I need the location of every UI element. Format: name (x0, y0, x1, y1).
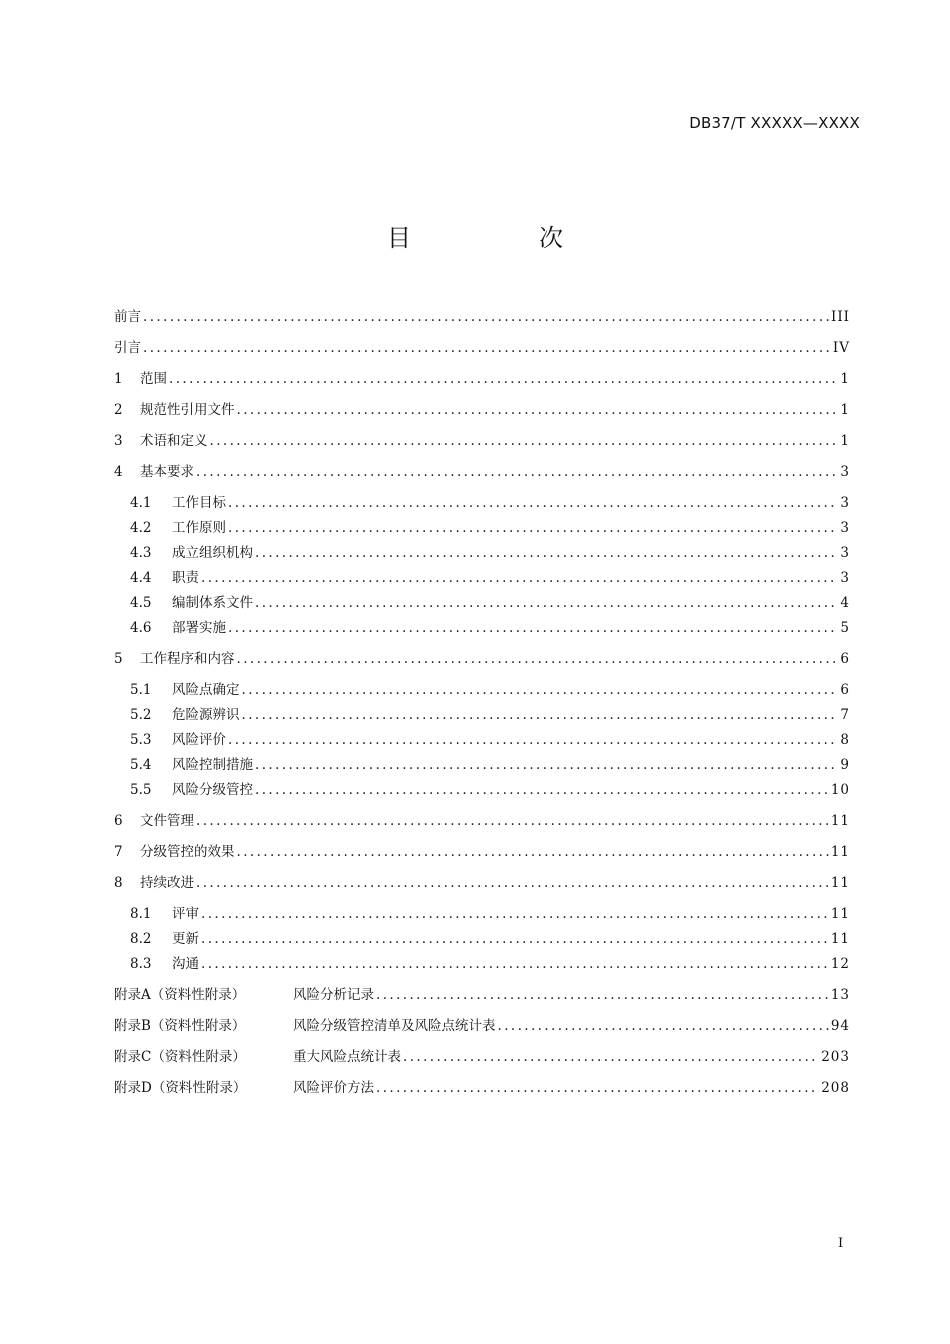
toc-dot-leader (376, 1077, 819, 1099)
toc-entry[interactable] (114, 461, 850, 483)
toc-entry-page: 10 (830, 782, 850, 798)
toc-entry-page: 6 (840, 651, 850, 667)
toc-entry-page: 13 (830, 987, 850, 1003)
toc-entry[interactable] (130, 953, 850, 975)
toc-entry-page: 208 (821, 1080, 850, 1096)
toc-entry-label: 范围 (140, 371, 167, 387)
toc-entry-page: 7 (840, 707, 850, 723)
toc-dot-leader (403, 1046, 819, 1068)
toc-dot-leader (242, 679, 839, 701)
toc-entry-label: 职责 (172, 570, 199, 586)
toc-entry-page: 4 (840, 595, 850, 611)
toc-entry-page: 3 (840, 520, 850, 536)
toc-dot-leader (143, 337, 831, 359)
toc-dot-leader (237, 648, 839, 670)
toc-entry-page: 3 (840, 495, 850, 511)
toc-dot-leader (237, 399, 839, 421)
toc-entry[interactable] (114, 872, 850, 894)
toc-dot-leader (228, 517, 838, 539)
toc-dot-leader (196, 810, 829, 832)
toc-entry-number: 8.3 (130, 956, 152, 972)
toc-dot-leader (169, 368, 838, 390)
toc-entry-label: 重大风险点统计表 (293, 1049, 401, 1065)
toc-entry-label: 风险控制措施 (172, 757, 253, 773)
toc-entry-label: 编制体系文件 (172, 595, 253, 611)
toc-entry[interactable] (114, 984, 850, 1006)
toc-entry-number: 4.1 (130, 495, 152, 511)
toc-entry-page: III (831, 309, 850, 325)
toc-entry-number: 附录C（资料性附录） (114, 1049, 246, 1065)
toc-entry-label: 持续改进 (140, 875, 194, 891)
toc-entry[interactable] (130, 517, 850, 539)
toc-entry[interactable] (114, 1077, 850, 1099)
toc-dot-leader (255, 754, 838, 776)
toc-dot-leader (201, 567, 838, 589)
toc-entry-number: 8.1 (130, 906, 152, 922)
toc-entry-number: 3 (114, 433, 123, 449)
toc-dot-leader (228, 729, 838, 751)
toc-entry-number: 4.3 (130, 545, 152, 561)
toc-entry-page: 3 (840, 545, 850, 561)
toc-entry-label: 危险源辨识 (172, 707, 240, 723)
toc-entry-label: 基本要求 (140, 464, 194, 480)
toc-entry-number: 5 (114, 651, 123, 667)
toc-entry-page: 11 (830, 875, 850, 891)
toc-entry[interactable] (130, 567, 850, 589)
toc-entry-label: 前言 (114, 309, 141, 325)
toc-entry[interactable] (130, 542, 850, 564)
toc-entry-number: 附录B（资料性附录） (114, 1018, 246, 1034)
toc-entry[interactable] (130, 903, 850, 925)
toc-entry[interactable] (114, 368, 850, 390)
toc-entry[interactable] (130, 704, 850, 726)
toc-entry-number: 6 (114, 813, 123, 829)
toc-entry-number: 2 (114, 402, 123, 418)
toc-entry[interactable] (130, 928, 850, 950)
toc-dot-leader (255, 542, 838, 564)
toc-dot-leader (228, 492, 838, 514)
toc-entry[interactable] (130, 754, 850, 776)
toc-entry-number: 附录D（资料性附录） (114, 1080, 247, 1096)
toc-entry-page: 1 (840, 402, 850, 418)
toc-entry-number: 附录A（资料性附录） (114, 987, 246, 1003)
toc-dot-leader (201, 953, 829, 975)
toc-entry-page: 3 (840, 570, 850, 586)
toc-entry-number: 4.6 (130, 620, 152, 636)
toc-dot-leader (196, 461, 838, 483)
toc-entry-page: 1 (840, 371, 850, 387)
toc-dot-leader (242, 704, 839, 726)
toc-entry-label: 文件管理 (140, 813, 194, 829)
toc-entry[interactable] (130, 592, 850, 614)
toc-dot-leader (376, 984, 829, 1006)
toc-entry-label: 风险分级管控 (172, 782, 253, 798)
toc-entry-page: 6 (840, 682, 850, 698)
toc-dot-leader (255, 592, 838, 614)
toc-entry-page: 94 (830, 1018, 850, 1034)
toc-dot-leader (210, 430, 839, 452)
toc-entry[interactable] (114, 648, 850, 670)
toc-entry[interactable] (130, 779, 850, 801)
toc-entry-page: 11 (830, 844, 850, 860)
toc-entry[interactable] (130, 729, 850, 751)
toc-entry[interactable] (130, 617, 850, 639)
toc-entry-page: 12 (830, 956, 850, 972)
toc-entry-number: 7 (114, 844, 123, 860)
toc-entry-page: 9 (840, 757, 850, 773)
toc-entry[interactable] (114, 810, 850, 832)
toc-entry-number: 5.5 (130, 782, 152, 798)
toc-entry[interactable] (114, 399, 850, 421)
toc-entry-number: 4 (114, 464, 123, 480)
toc-entry-label: 评审 (172, 906, 199, 922)
toc-entry-page: IV (832, 340, 850, 356)
toc-entry-number: 5.1 (130, 682, 152, 698)
toc-dot-leader (196, 872, 829, 894)
toc-entry-label: 风险评价 (172, 732, 226, 748)
toc-entry[interactable] (114, 306, 850, 328)
toc-entry-page: 8 (840, 732, 850, 748)
toc-dot-leader (143, 306, 829, 328)
toc-dot-leader (201, 903, 829, 925)
toc-entry-number: 5.2 (130, 707, 152, 723)
toc-entry-label: 风险分析记录 (293, 987, 374, 1003)
toc-dot-leader (201, 928, 829, 950)
toc-entry[interactable] (114, 1046, 850, 1068)
toc-entry-label: 风险评价方法 (293, 1080, 374, 1096)
toc-entry-page: 11 (830, 813, 850, 829)
toc-entry-label: 工作目标 (172, 495, 226, 511)
toc-entry-label: 风险分级管控清单及风险点统计表 (293, 1018, 496, 1034)
toc-entry-label: 工作原则 (172, 520, 226, 536)
toc-dot-leader (237, 841, 829, 863)
toc-entry-number: 1 (114, 371, 123, 387)
toc-entry-number: 5.4 (130, 757, 152, 773)
toc-entry[interactable] (114, 430, 850, 452)
toc-entry-page: 5 (840, 620, 850, 636)
toc-entry[interactable] (114, 1015, 850, 1037)
toc-entry-label: 引言 (114, 340, 141, 356)
toc-title: 目 次 (387, 224, 615, 252)
toc-entry-label: 部署实施 (172, 620, 226, 636)
toc-entry-page: 203 (821, 1049, 850, 1065)
toc-entry-label: 沟通 (172, 956, 199, 972)
toc-entry[interactable] (130, 492, 850, 514)
toc-entry[interactable] (130, 679, 850, 701)
toc-entry-page: 3 (840, 464, 850, 480)
toc-entry-number: 4.5 (130, 595, 152, 611)
toc-entry-number: 8 (114, 875, 123, 891)
toc-entry-number: 4.4 (130, 570, 152, 586)
toc-dot-leader (255, 779, 829, 801)
toc-entry-page: 11 (830, 931, 850, 947)
toc-entry-label: 术语和定义 (140, 433, 208, 449)
toc-entry-label: 工作程序和内容 (140, 651, 235, 667)
toc-entry[interactable] (114, 337, 850, 359)
toc-entry-number: 5.3 (130, 732, 152, 748)
toc-entry-label: 规范性引用文件 (140, 402, 235, 418)
toc-entry-label: 分级管控的效果 (140, 844, 235, 860)
toc-dot-leader (498, 1015, 829, 1037)
toc-entry-number: 4.2 (130, 520, 152, 536)
toc-entry-label: 成立组织机构 (172, 545, 253, 561)
document-code: DB37/T XXXXX—XXXX (689, 114, 860, 132)
toc-entry-label: 更新 (172, 931, 199, 947)
page-number: I (838, 1236, 844, 1251)
toc-entry-page: 1 (840, 433, 850, 449)
toc-entry[interactable] (114, 841, 850, 863)
toc-dot-leader (228, 617, 838, 639)
toc-entry-number: 8.2 (130, 931, 152, 947)
toc-entry-label: 风险点确定 (172, 682, 240, 698)
toc-entry-page: 11 (830, 906, 850, 922)
